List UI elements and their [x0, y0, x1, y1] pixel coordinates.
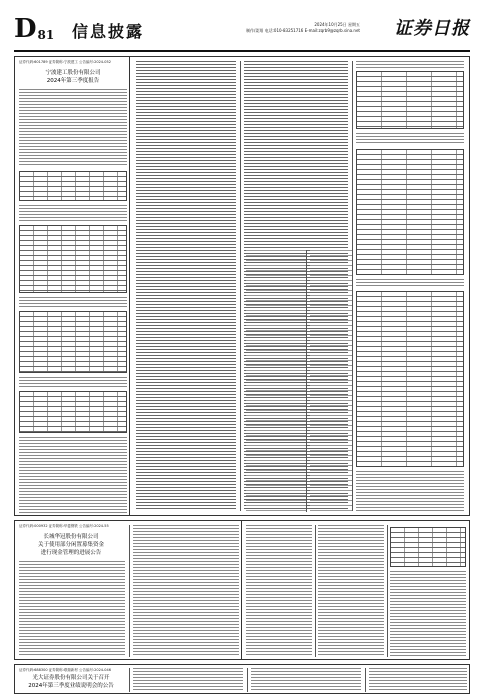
financial-table — [19, 311, 127, 373]
column-divider — [315, 525, 316, 657]
article-title-line: 关于使用部分闲置募集资金 — [37, 542, 104, 548]
financial-table — [390, 527, 466, 567]
article-title-line: 宁波建工股份有限公司 — [45, 70, 101, 76]
article-body-text — [318, 525, 384, 657]
financial-table — [19, 225, 127, 293]
column-divider — [352, 61, 353, 511]
article-body-text — [19, 377, 127, 387]
article-body-text — [356, 61, 464, 69]
financial-table — [19, 171, 127, 201]
date-line: 2024年10月25日 星期五 — [314, 22, 360, 27]
column-divider — [129, 525, 130, 657]
article-body-text — [133, 668, 243, 692]
article-code: 证券代码:601789 证券简称:宁波建工 公告编号:2024-052 — [19, 60, 111, 64]
article-body-text — [19, 297, 127, 307]
article-title-line: 2024年第三季度业绩说明会的公告 — [28, 683, 114, 689]
column-divider — [247, 668, 248, 692]
masthead — [14, 12, 470, 52]
article-body-text — [19, 89, 127, 167]
article-title — [15, 69, 131, 85]
article-ningbo-construction — [14, 56, 130, 516]
article-body-text — [19, 437, 127, 513]
article-title-line: 长城华冠股份有限公司 — [43, 534, 99, 540]
financial-table — [356, 71, 464, 129]
article-body-text — [356, 133, 464, 145]
article-code: 证券代码:688300 证券简称:联瑞新材 公告编号:2024-046 — [19, 668, 111, 672]
article-title-line: 2024年第三季度报告 — [46, 78, 100, 84]
article-body-text — [390, 571, 466, 657]
article-body-text — [246, 525, 312, 657]
contact-line: 制作/姜翔 电话:010-83251716 E-mail:zqrb9@zqrb.sina.net — [245, 28, 360, 33]
article-title — [15, 533, 127, 557]
article-body-text — [251, 668, 361, 692]
column-divider — [365, 668, 366, 692]
page-number: 81 — [37, 28, 55, 42]
article-body-text — [19, 561, 125, 657]
article-title-line: 光大证券股份有限公司关于召开 — [32, 675, 110, 681]
financial-table — [356, 149, 464, 275]
article-body-text — [136, 61, 236, 511]
article-body-text — [356, 471, 464, 511]
article-changcheng — [14, 520, 242, 660]
article-title-line: 进行现金管理的进展公告 — [40, 550, 102, 556]
paper-logo: 证券日报 — [394, 18, 470, 39]
balance-sheet-table — [310, 250, 352, 512]
column-divider — [129, 668, 130, 692]
page-id — [14, 16, 54, 42]
balance-sheet-table — [246, 250, 306, 512]
article-code: 证券代码:000932 证券简称:华菱钢铁 公告编号:2024-55 — [19, 524, 109, 528]
header-meta — [246, 22, 360, 34]
article-title — [15, 674, 127, 690]
article-body-text — [133, 525, 239, 657]
column-divider — [306, 250, 307, 512]
article-middle-right — [242, 520, 470, 660]
financial-table — [356, 291, 464, 467]
article-body-text — [356, 279, 464, 287]
column-divider — [240, 61, 241, 511]
page-letter: D — [14, 14, 36, 44]
article-body-text — [369, 668, 467, 692]
column-divider — [387, 525, 388, 657]
article-everbright — [14, 664, 470, 694]
financial-table — [19, 391, 127, 433]
article-body-text — [19, 205, 127, 221]
section-title: 信息披露 — [72, 22, 145, 41]
